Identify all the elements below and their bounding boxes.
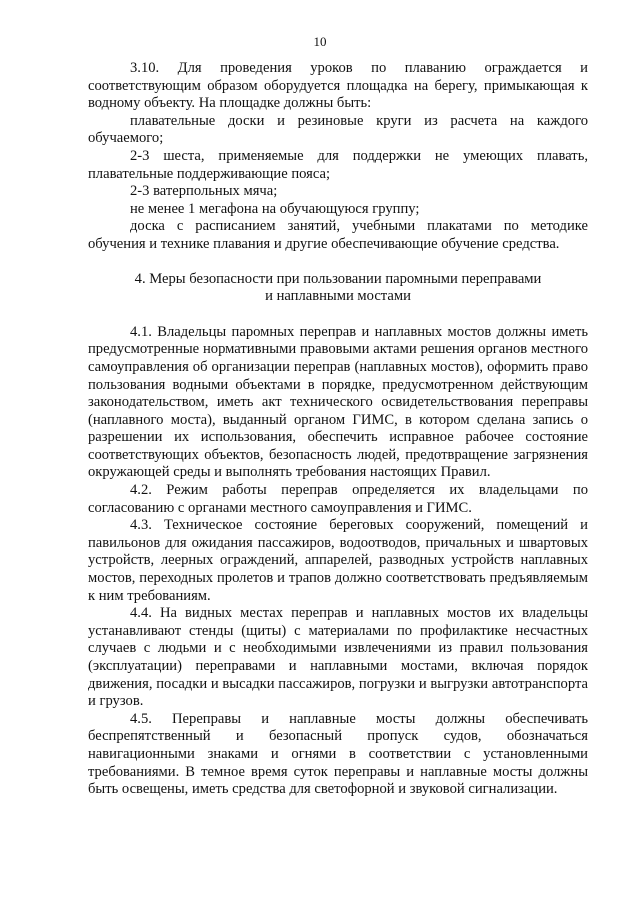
list-item-boards: плавательные доски и резиновые круги из расчета на каждого обучаемого; [88,112,588,147]
section-4-body [88,324,588,799]
paragraph-4-4: 4.4. На видных местах переправ и наплавных мостов их владельцы устанавливают стенды (щиты) с материалами по профилактике несчастных случаев с людьми и с необходимыми извлечениями из правил пользования (эксплуатации) переправами и наплавными мостами, включая порядок движения, посадки и высадки пассажиров, погрузки и выгрузки автотранспорта и грузов. [88,605,588,710]
list-item-megaphone: не менее 1 мегафона на обучающуюся группу; [130,200,420,217]
list-item-board: доска с расписанием занятий, учебными плакатами по методике обучения и технике плавания и другие обеспечивающие обучение средства. [88,218,588,252]
section-3-list [88,60,588,254]
list-item-poles: 2-3 шеста, применяемые для поддержки не умеющих плавать, плавательные поддерживающие пояса; [88,147,588,182]
section-4-heading [88,271,588,306]
paragraph-4-3: 4.3. Техническое состояние береговых сооружений, помещений и павильонов для ожидания пассажиров, водоотводов, причальных и швартовых устройств, леерных ограждений, аппарелей, разводных устройств наплавных мостов, переходных пролетов и трапов должно соответствовать предъявляемым к ним требованиям. [88,517,588,604]
paragraph-3-10: 3.10. Для проведения уроков по плаванию ограждается и соответствующим образом оборудуется площадка на берегу, примыкающая к водному объекту. На площадке должны быть: [88,60,588,112]
paragraph-4-2: 4.2. Режим работы переправ определяется их владельцами по согласованию с органами местного самоуправления и ГИМС. [88,482,588,516]
list-item-balls: 2-3 ватерпольных мяча; [130,183,278,200]
section-4-title-line2: и наплавными мостами [265,288,411,305]
paragraph-4-5: 4.5. Переправы и наплавные мосты должны обеспечивать беспрепятственный и безопасный пропуск судов, обозначаться навигационными знаками и огнями в соответствии с установленными требованиями. В темное время суток переправы и наплавные мосты должны быть освещены, иметь средства для светофорной и звуковой сигнализации. [88,710,588,798]
paragraph-4-1: 4.1. Владельцы паромных переправ и наплавных мостов должны иметь предусмотренные нормативными правовыми актами решения органов местного самоуправления об организации переправ (наплавных мостов), оформить право пользования водными объектами в порядке, предусмотренном действующим законодательством, иметь акт технического освидетельствования переправы (наплавного моста), выданный органом ГИМС, в котором сделана запись о разрешении их использования, обеспечить исправное рабочее состояние соответствующих объектов, безопасность людей, предотвращение загрязнения окружающей среды и выполнять требования настоящих Правил. [88,323,588,481]
document-body [88,60,588,799]
page-number: 10 [313,34,327,49]
section-4-title-line1: 4. Меры безопасности при пользовании паромными переправами [134,270,542,287]
